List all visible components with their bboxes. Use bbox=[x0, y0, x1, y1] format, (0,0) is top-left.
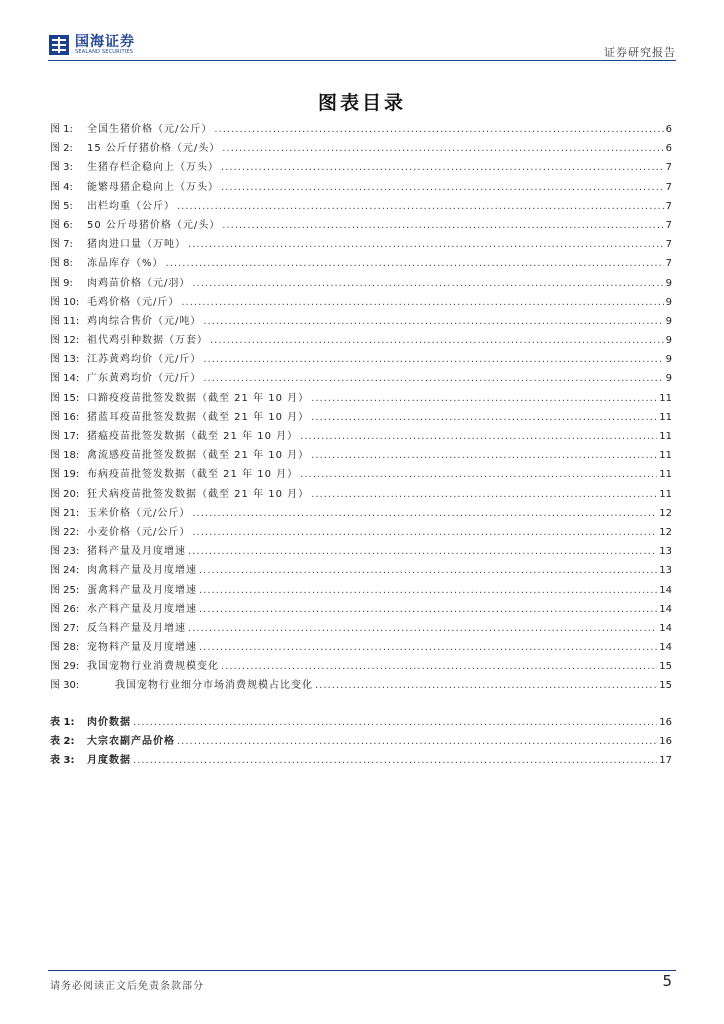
figure-toc-entry[interactable] bbox=[50, 542, 672, 561]
entry-number: 图 27: bbox=[50, 622, 80, 634]
entry-title: 生猪存栏企稳向上（万头） bbox=[87, 162, 219, 174]
entry-number: 图 15: bbox=[50, 392, 80, 404]
figure-toc-entry[interactable] bbox=[50, 158, 672, 177]
leader-dots bbox=[192, 527, 657, 538]
entry-number: 图 25: bbox=[50, 584, 80, 596]
entry-page-number: 6 bbox=[665, 124, 672, 135]
list-gap bbox=[50, 696, 672, 713]
entry-number: 图 3: bbox=[50, 162, 73, 174]
figure-toc-entry[interactable] bbox=[50, 408, 672, 427]
figure-toc-entry[interactable] bbox=[50, 254, 672, 273]
leader-dots bbox=[177, 201, 664, 212]
entry-title: 猪肉进口量（万吨） bbox=[87, 239, 186, 251]
figure-toc-entry[interactable] bbox=[50, 216, 672, 235]
entry-title: 猪蓝耳疫苗批签发数据（截至 21 年 10 月） bbox=[87, 411, 310, 423]
figure-toc-entry[interactable] bbox=[50, 139, 672, 158]
figure-toc-entry[interactable] bbox=[50, 638, 672, 657]
figure-toc-entry[interactable] bbox=[50, 197, 672, 216]
entry-page-number: 11 bbox=[659, 431, 672, 442]
entry-number: 表 1: bbox=[50, 716, 75, 728]
entry-page-number: 15 bbox=[659, 680, 672, 692]
leader-dots bbox=[177, 736, 657, 747]
entry-page-number: 9 bbox=[665, 296, 672, 308]
entry-page-number: 6 bbox=[665, 143, 672, 155]
entry-page-number: 7 bbox=[665, 162, 672, 174]
leader-dots bbox=[300, 431, 657, 442]
leader-dots bbox=[133, 755, 657, 766]
entry-title: 蛋禽料产量及月度增速 bbox=[87, 584, 197, 596]
figure-list bbox=[50, 120, 672, 696]
leader-dots bbox=[311, 489, 657, 500]
figure-toc-entry[interactable] bbox=[50, 235, 672, 254]
figure-toc-entry[interactable] bbox=[50, 561, 672, 580]
figure-toc-entry[interactable] bbox=[50, 350, 672, 369]
entry-number: 图 14: bbox=[50, 373, 80, 385]
figure-toc-entry[interactable] bbox=[50, 465, 672, 484]
entry-title: 50 公斤母猪价格（元/头） bbox=[87, 219, 221, 231]
leader-dots bbox=[214, 124, 663, 135]
entry-title: 全国生猪价格（元/公斤） bbox=[87, 124, 213, 135]
entry-page-number: 7 bbox=[665, 239, 672, 251]
entry-number: 图 5: bbox=[50, 200, 73, 212]
entry-page-number: 9 bbox=[665, 373, 672, 385]
entry-number: 图 10: bbox=[50, 296, 80, 308]
entry-page-number: 9 bbox=[665, 354, 672, 366]
figure-toc-entry[interactable] bbox=[50, 581, 672, 600]
leader-dots bbox=[199, 565, 657, 576]
entry-number: 图 17: bbox=[50, 431, 80, 442]
leader-dots bbox=[203, 373, 663, 384]
logo-english-text: SEALAND SECURITIES bbox=[75, 48, 134, 55]
entry-number: 图 22: bbox=[50, 526, 80, 538]
entry-number: 图 24: bbox=[50, 565, 80, 577]
table-toc-entry[interactable] bbox=[50, 713, 672, 732]
figure-toc-entry[interactable] bbox=[50, 274, 672, 293]
figure-toc-entry[interactable] bbox=[50, 331, 672, 350]
entry-number: 表 3: bbox=[50, 755, 75, 766]
entry-number: 图 12: bbox=[50, 335, 80, 347]
entry-page-number: 14 bbox=[659, 622, 672, 634]
entry-title: 肉禽料产量及月度增速 bbox=[87, 565, 197, 577]
entry-title: 猪料产量及月度增速 bbox=[87, 546, 186, 558]
entry-number: 图 18: bbox=[50, 450, 80, 462]
figure-toc-entry[interactable] bbox=[50, 676, 672, 695]
leader-dots bbox=[192, 278, 663, 289]
figure-toc-entry[interactable] bbox=[50, 485, 672, 504]
table-list bbox=[50, 713, 672, 771]
entry-page-number: 11 bbox=[659, 450, 672, 462]
report-type-label: 证券研究报告 bbox=[604, 46, 676, 59]
entry-title: 我国宠物行业细分市场消费规模占比变化 bbox=[115, 680, 313, 692]
entry-page-number: 11 bbox=[659, 469, 672, 481]
entry-number: 图 26: bbox=[50, 603, 80, 615]
figure-toc-entry[interactable] bbox=[50, 619, 672, 638]
leader-dots bbox=[203, 316, 663, 327]
entry-title: 大宗农副产品价格 bbox=[87, 735, 175, 747]
leader-dots bbox=[222, 220, 663, 231]
entry-page-number: 9 bbox=[665, 315, 672, 327]
entry-title: 江苏黄鸡均价（元/斤） bbox=[87, 354, 202, 366]
leader-dots bbox=[188, 623, 657, 634]
entry-page-number: 16 bbox=[659, 735, 672, 747]
entry-number: 图 9: bbox=[50, 277, 73, 289]
figure-toc-entry[interactable] bbox=[50, 178, 672, 197]
entry-page-number: 7 bbox=[665, 181, 672, 193]
entry-number: 图 20: bbox=[50, 488, 80, 500]
footer-disclaimer: 请务必阅读正文后免责条款部分 bbox=[50, 981, 204, 992]
entry-title: 狂犬病疫苗批签发数据（截至 21 年 10 月） bbox=[87, 488, 310, 500]
figure-toc-entry[interactable] bbox=[50, 120, 672, 139]
entry-title: 肉价数据 bbox=[87, 716, 131, 728]
entry-title: 肉鸡苗价格（元/羽） bbox=[87, 277, 191, 289]
entry-page-number: 17 bbox=[659, 755, 672, 766]
entry-title: 猪瘟疫苗批签发数据（截至 21 年 10 月） bbox=[87, 431, 299, 442]
entry-page-number: 11 bbox=[659, 411, 672, 423]
leader-dots bbox=[221, 162, 664, 173]
leader-dots bbox=[311, 412, 657, 423]
entry-page-number: 11 bbox=[659, 488, 672, 500]
leader-dots bbox=[311, 450, 657, 461]
leader-dots bbox=[315, 680, 657, 691]
figure-toc-entry[interactable] bbox=[50, 312, 672, 331]
entry-title: 毛鸡价格（元/斤） bbox=[87, 296, 180, 308]
leader-dots bbox=[210, 335, 664, 346]
figure-toc-entry[interactable] bbox=[50, 600, 672, 619]
entry-title: 布病疫苗批签发数据（截至 21 年 10 月） bbox=[87, 469, 299, 481]
entry-number: 图 7: bbox=[50, 239, 73, 251]
entry-page-number: 14 bbox=[659, 603, 672, 615]
entry-number: 图 8: bbox=[50, 258, 73, 270]
entry-page-number: 7 bbox=[665, 200, 672, 212]
entry-title: 玉米价格（元/公斤） bbox=[87, 507, 191, 519]
entry-page-number: 12 bbox=[659, 526, 672, 538]
entry-page-number: 14 bbox=[659, 584, 672, 596]
entry-title: 宠物料产量及月度增速 bbox=[87, 642, 197, 654]
figure-toc-entry[interactable] bbox=[50, 389, 672, 408]
entry-number: 图 2: bbox=[50, 143, 73, 155]
entry-number: 图 6: bbox=[50, 219, 73, 231]
entry-title: 出栏均重（公斤） bbox=[87, 200, 175, 212]
entry-title: 禽流感疫苗批签发数据（截至 21 年 10 月） bbox=[87, 450, 310, 462]
leader-dots bbox=[199, 642, 657, 653]
entry-number: 图 11: bbox=[50, 315, 80, 327]
entry-page-number: 14 bbox=[659, 642, 672, 654]
entry-title: 月度数据 bbox=[87, 755, 131, 766]
entry-title: 水产料产量及月度增速 bbox=[87, 603, 197, 615]
entry-number: 图 16: bbox=[50, 411, 80, 423]
leader-dots bbox=[222, 143, 663, 154]
table-of-contents bbox=[50, 120, 672, 770]
entry-number: 表 2: bbox=[50, 735, 75, 747]
figure-toc-entry[interactable] bbox=[50, 427, 672, 446]
figure-toc-entry[interactable] bbox=[50, 504, 672, 523]
leader-dots bbox=[221, 661, 657, 672]
entry-page-number: 15 bbox=[659, 661, 672, 673]
entry-title: 口蹄疫疫苗批签发数据（截至 21 年 10 月） bbox=[87, 392, 310, 404]
leader-dots bbox=[192, 508, 657, 519]
sealand-logo-icon bbox=[48, 34, 70, 56]
entry-number: 图 19: bbox=[50, 469, 80, 481]
entry-title: 鸡肉综合售价（元/吨） bbox=[87, 315, 202, 327]
entry-title: 15 公斤仔猪价格（元/头） bbox=[87, 143, 221, 155]
leader-dots bbox=[221, 182, 664, 193]
entry-page-number: 7 bbox=[665, 219, 672, 231]
leader-dots bbox=[188, 239, 664, 250]
leader-dots bbox=[199, 585, 657, 596]
table-toc-entry[interactable] bbox=[50, 732, 672, 751]
leader-dots bbox=[181, 297, 663, 308]
entry-page-number: 9 bbox=[665, 335, 672, 347]
leader-dots bbox=[199, 604, 657, 615]
leader-dots bbox=[311, 393, 657, 404]
entry-title: 广东黄鸡均价（元/斤） bbox=[87, 373, 202, 385]
entry-page-number: 13 bbox=[659, 546, 672, 558]
entry-number: 图 21: bbox=[50, 507, 80, 519]
figure-toc-entry[interactable] bbox=[50, 369, 672, 388]
entry-title: 小麦价格（元/公斤） bbox=[87, 526, 191, 538]
entry-title: 祖代鸡引种数据（万套） bbox=[87, 335, 208, 347]
entry-title: 能繁母猪企稳向上（万头） bbox=[87, 181, 219, 193]
entry-number: 图 28: bbox=[50, 642, 80, 654]
entry-page-number: 9 bbox=[665, 277, 672, 289]
entry-number: 图 30: bbox=[50, 680, 80, 692]
logo-chinese-text: 国海证券 bbox=[75, 33, 135, 50]
footer-divider bbox=[48, 970, 676, 971]
entry-title: 反刍料产量及月增速 bbox=[87, 622, 186, 634]
leader-dots bbox=[166, 258, 664, 269]
entry-page-number: 7 bbox=[665, 258, 672, 270]
entry-number: 图 13: bbox=[50, 354, 80, 366]
entry-number: 图 29: bbox=[50, 661, 80, 673]
figure-toc-entry[interactable] bbox=[50, 293, 672, 312]
entry-page-number: 16 bbox=[659, 716, 672, 728]
company-logo bbox=[48, 34, 135, 56]
figure-toc-entry[interactable] bbox=[50, 657, 672, 676]
entry-page-number: 11 bbox=[659, 392, 672, 404]
leader-dots bbox=[133, 717, 657, 728]
page-number: 5 bbox=[662, 972, 672, 990]
leader-dots bbox=[188, 546, 657, 557]
header-divider bbox=[48, 60, 676, 61]
entry-page-number: 13 bbox=[659, 565, 672, 577]
figure-toc-entry[interactable] bbox=[50, 446, 672, 465]
entry-page-number: 12 bbox=[659, 507, 672, 519]
entry-title: 冻品库存（%） bbox=[87, 258, 164, 270]
leader-dots bbox=[203, 354, 663, 365]
figure-toc-entry[interactable] bbox=[50, 523, 672, 542]
table-toc-entry[interactable] bbox=[50, 751, 672, 770]
leader-dots bbox=[300, 469, 657, 480]
entry-number: 图 4: bbox=[50, 181, 73, 193]
page-title: 图表目录 bbox=[317, 92, 406, 114]
entry-title: 我国宠物行业消费规模变化 bbox=[87, 661, 219, 673]
entry-number: 图 1: bbox=[50, 124, 73, 135]
entry-number: 图 23: bbox=[50, 546, 80, 558]
